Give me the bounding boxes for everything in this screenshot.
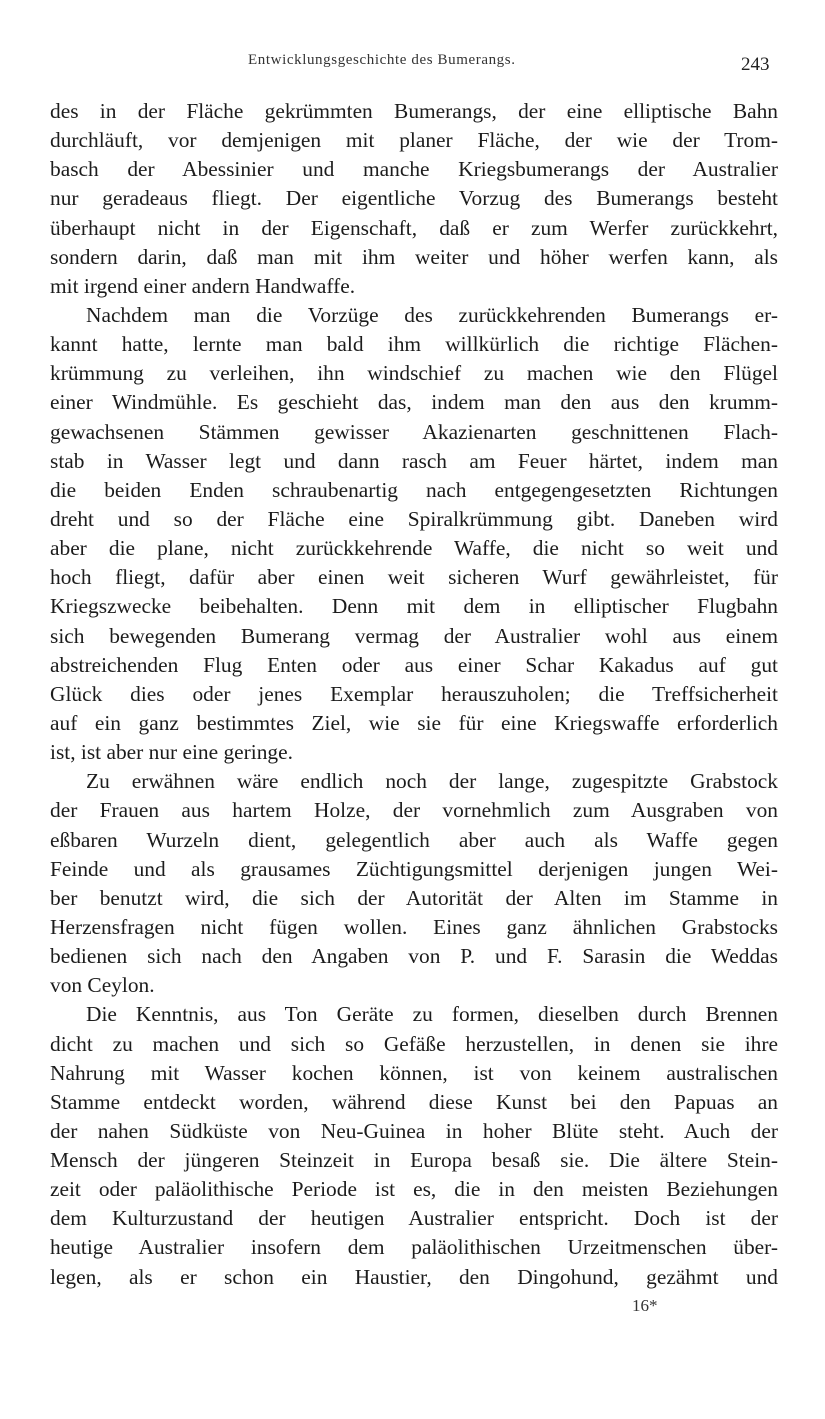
text-line: kannt hatte, lernte man bald ihm willkürlich die richtige Flächen- (50, 332, 778, 357)
text-line: Feinde und als grausames Züchtigungsmittel derjenigen jungen Wei- (50, 856, 778, 881)
text-line: sondern darin, daß man mit ihm weiter und höher werfen kann, als (50, 244, 778, 269)
page-header (0, 52, 825, 78)
text-line: heutige Australier insofern dem paläolithischen Urzeitmenschen über- (50, 1235, 778, 1260)
text-line: Mensch der jüngeren Steinzeit in Europa besaß sie. Die ältere Stein- (50, 1148, 778, 1173)
text-line: stab in Wasser legt und dann rasch am Feuer härtet, indem man (50, 448, 778, 473)
text-line: aber die plane, nicht zurückkehrende Waffe, die nicht so weit und (50, 536, 778, 561)
text-line: legen, als er schon ein Haustier, den Dingohund, gezähmt und (50, 1264, 778, 1289)
text-line: Kriegszwecke beibehalten. Denn mit dem in elliptischer Flugbahn (50, 594, 778, 619)
running-title: Entwicklungsgeschichte des Bumerangs. (248, 52, 516, 68)
text-line: durchläuft, vor demjenigen mit planer Fläche, der wie der Trom- (50, 128, 778, 153)
text-line: abstreichenden Flug Enten oder aus einer Schar Kakadus auf gut (50, 652, 778, 677)
text-line: dicht zu machen und sich so Gefäße herzustellen, in denen sie ihre (50, 1031, 778, 1056)
text-line: einer Windmühle. Es geschieht das, indem man den aus den krumm- (50, 390, 778, 415)
text-line: Die Kenntnis, aus Ton Geräte zu formen, dieselben durch Brennen (86, 1002, 778, 1027)
text-line: dem Kulturzustand der heutigen Australier entspricht. Doch ist der (50, 1206, 778, 1231)
text-line: Herzensfragen nicht fügen wollen. Eines ganz ähnlichen Grabstocks (50, 914, 778, 939)
text-line: ist, ist aber nur eine geringe. (50, 740, 293, 765)
text-line: bedienen sich nach den Angaben von P. und F. Sarasin die Weddas (50, 944, 778, 969)
text-line: Nahrung mit Wasser kochen können, ist von keinem australischen (50, 1060, 778, 1085)
text-line: von Ceylon. (50, 973, 155, 998)
text-line: Stamme entdeckt worden, während diese Kunst bei den Papuas an (50, 1089, 778, 1114)
text-line: Zu erwähnen wäre endlich noch der lange, zugespitzte Grabstock (86, 769, 778, 794)
text-line: sich bewegenden Bumerang vermag der Australier wohl aus einem (50, 623, 778, 648)
text-line: die beiden Enden schraubenartig nach entgegengesetzten Richtungen (50, 477, 778, 502)
text-line: Glück dies oder jenes Exemplar herauszuholen; die Treffsicherheit (50, 681, 778, 706)
text-line: überhaupt nicht in der Eigenschaft, daß er zum Werfer zurückkehrt, (50, 215, 778, 240)
body-text (50, 97, 778, 1292)
text-line: gewachsenen Stämmen gewisser Akazienarten geschnittenen Flach- (50, 419, 778, 444)
text-line: eßbaren Wurzeln dient, gelegentlich aber auch als Waffe gegen (50, 827, 778, 852)
text-line: nur geradeaus fliegt. Der eigentliche Vorzug des Bumerangs besteht (50, 186, 778, 211)
page-number: 243 (741, 54, 770, 75)
text-line: basch der Abessinier und manche Kriegsbumerangs der Australier (50, 157, 778, 182)
text-line: dreht und so der Fläche eine Spiralkrümmung gibt. Daneben wird (50, 506, 778, 531)
text-line: mit irgend einer andern Handwaffe. (50, 273, 356, 298)
text-line: der Frauen aus hartem Holze, der vornehmlich zum Ausgraben von (50, 798, 778, 823)
text-line: des in der Fläche gekrümmten Bumerangs, der eine elliptische Bahn (50, 99, 778, 123)
text-line: zeit oder paläolithische Periode ist es, die in den meisten Beziehungen (50, 1177, 778, 1202)
text-line: ber benutzt wird, die sich der Autorität der Alten im Stamme in (50, 885, 778, 910)
text-line: krümmung zu verleihen, ihn windschief zu machen wie den Flügel (50, 361, 778, 386)
text-line: der nahen Südküste von Neu-Guinea in hoher Blüte steht. Auch der (50, 1118, 778, 1143)
text-line: auf ein ganz bestimmtes Ziel, wie sie für eine Kriegswaffe erforderlich (50, 710, 778, 735)
signature-mark: 16* (632, 1296, 658, 1315)
text-line: hoch fliegt, dafür aber einen weit sicheren Wurf gewährleistet, für (50, 565, 778, 590)
text-line: Nachdem man die Vorzüge des zurückkehrenden Bumerangs er- (86, 302, 778, 327)
